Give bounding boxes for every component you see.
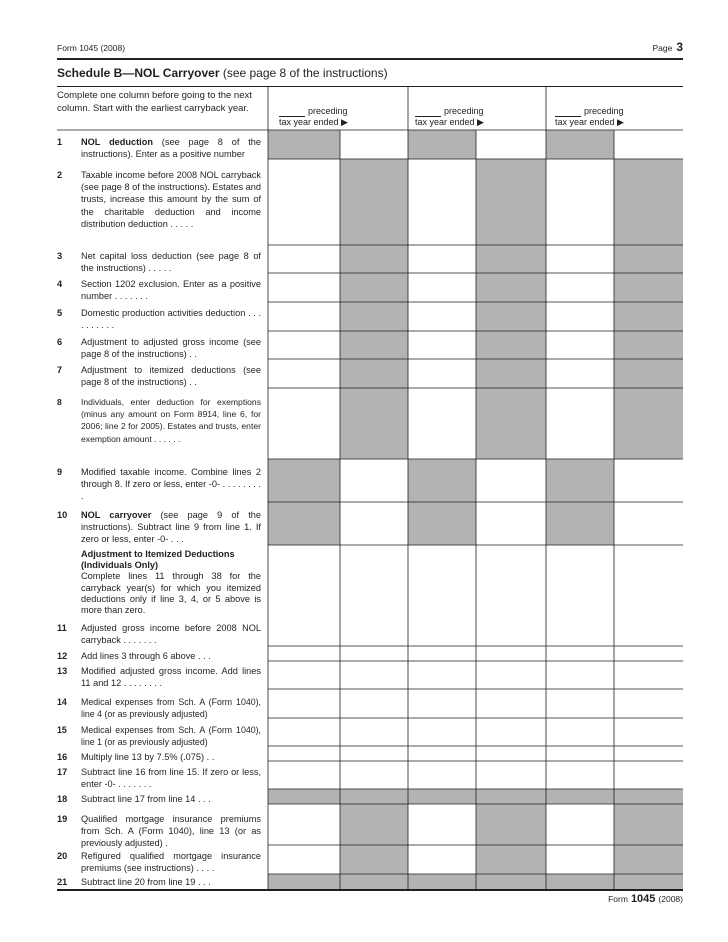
col-label-2: tax year ended ▶	[279, 117, 348, 127]
schedule-title-rest: (see page 8 of the instructions)	[219, 66, 388, 80]
shaded-cells	[268, 130, 683, 889]
col-label-1: preceding	[444, 106, 484, 116]
col-label-1: preceding	[308, 106, 348, 116]
schedule-title-bold: Schedule B—NOL Carryover	[57, 66, 220, 80]
footer-rule	[57, 889, 683, 891]
page-num: 3	[676, 40, 683, 54]
page-label: Page	[652, 43, 673, 53]
col-label-2: tax year ended ▶	[415, 117, 484, 127]
col-label-1: preceding	[584, 106, 624, 116]
form-label: Form 1045 (2008)	[57, 43, 126, 53]
intro-text: Complete one column before going to the next column. Start with the earliest carryback year.	[57, 90, 252, 114]
col-label-2: tax year ended ▶	[555, 117, 624, 127]
footer-form-label: Form 1045 (2008)	[608, 893, 683, 905]
